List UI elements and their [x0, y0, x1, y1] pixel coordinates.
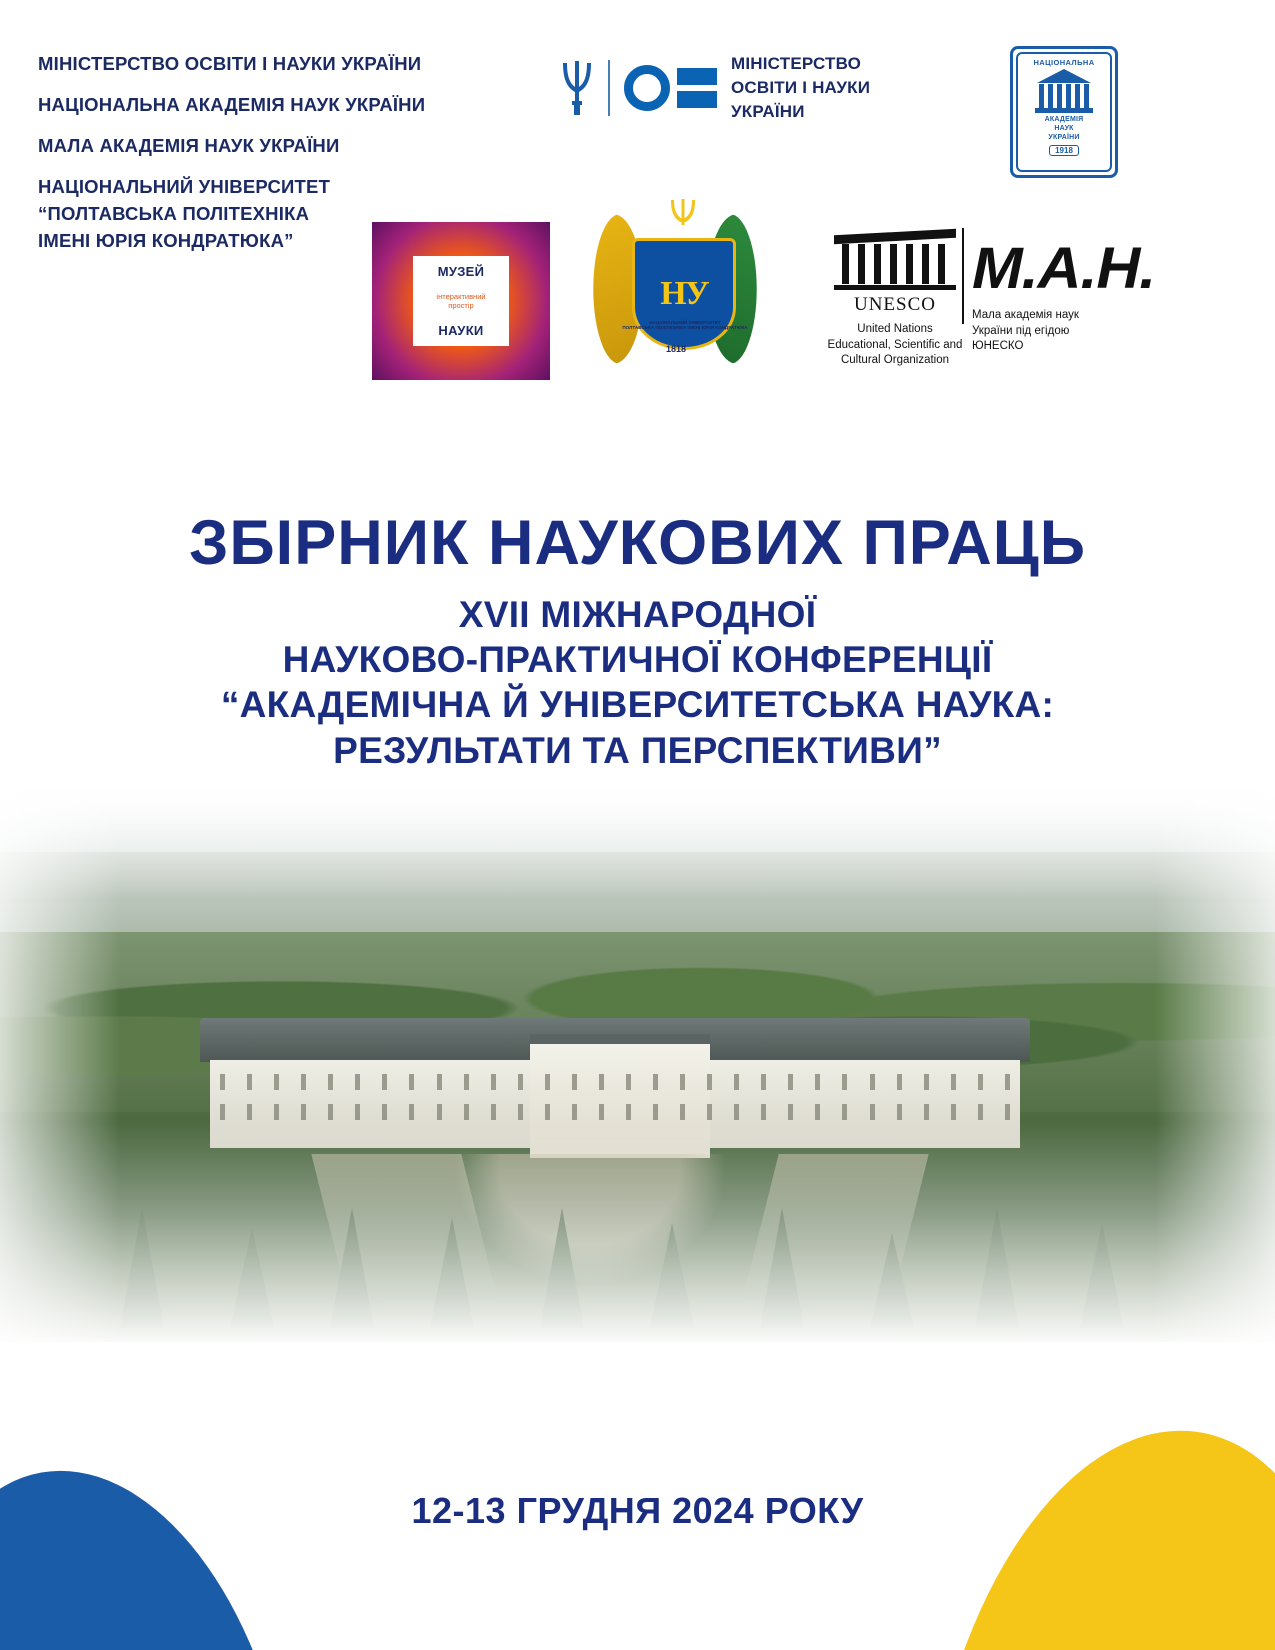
photo-fade-top [0, 782, 1275, 902]
museum-label-middle [436, 292, 485, 310]
title-block [0, 510, 1275, 773]
museum-middle-line-2: простір [448, 301, 474, 310]
museum-middle-line-1: інтерактивний [436, 292, 486, 301]
polytechnic-monogram: НУ [660, 275, 708, 312]
subtitle-line-1: XVII МІЖНАРОДНОЇ [458, 594, 817, 636]
page-subtitle [0, 592, 1275, 773]
mon-text-line-1: МІНІСТЕРСТВО [731, 54, 862, 73]
bars-icon [677, 68, 717, 108]
trident-icon [560, 59, 594, 117]
logo-divider [608, 60, 610, 116]
unesco-sub-line-3: Cultural Organization [840, 354, 950, 367]
man-sub-line-3: ЮНЕСКО [972, 340, 1024, 353]
university-line-2: “ПОЛТАВСЬКА ПОЛІТЕХНІКА [38, 202, 310, 224]
unesco-wordmark: UNESCO [853, 294, 936, 315]
seal-word-2: НАУК [1054, 124, 1074, 132]
university-line-3: ІМЕНІ ЮРІЯ КОНДРАТЮКА” [38, 229, 294, 251]
unesco-sub-line-1: United Nations [857, 323, 933, 335]
polytechnic-ribbon-line-2: ПОЛТАВСЬКА ПОЛІТЕХНІКА ІМЕНІ ЮРІЯ КОНДРАТЮКА [622, 325, 748, 331]
unesco-sub-line-2: Educational, Scientific and [827, 338, 963, 351]
polytechnic-shield [632, 238, 736, 350]
trident-small-icon [668, 198, 698, 234]
organisation-line-3: МАЛА АКАДЕМІЯ НАУК УКРАЇНИ [38, 134, 340, 156]
mon-logo-text [731, 52, 870, 124]
unesco-subtitle [820, 322, 970, 369]
mon-text-line-2: ОСВІТИ І НАУКИ [731, 78, 871, 98]
mon-emblem [624, 65, 717, 111]
man-subtitle [972, 308, 1202, 355]
unesco-temple-icon [834, 232, 956, 290]
national-academy-seal [1010, 46, 1118, 178]
museum-logo-inner [413, 256, 509, 346]
man-wordmark: М.А.Н. [972, 236, 1156, 301]
subtitle-line-2: НАУКОВО-ПРАКТИЧНОЇ КОНФЕРЕНЦІЇ [282, 639, 993, 681]
polytechnic-ribbon-line-1: НАЦІОНАЛЬНИЙ УНІВЕРСИТЕТ [649, 320, 721, 325]
poltava-polytechnic-emblem [580, 196, 790, 388]
seal-words [1045, 116, 1084, 142]
organisation-line-1: МІНІСТЕРСТВО ОСВІТИ І НАУКИ УКРАЇНИ [38, 53, 422, 74]
organisation-line-2: НАЦІОНАЛЬНА АКАДЕМІЯ НАУК УКРАЇНИ [38, 93, 426, 115]
seal-word-1: АКАДЕМІЯ [1044, 116, 1084, 123]
man-sub-line-1: Мала академія наук [972, 309, 1079, 321]
polytechnic-ribbon-text [610, 320, 760, 331]
man-sub-line-2: України під егідою [972, 324, 1070, 337]
academy-building-icon [1033, 69, 1095, 113]
museum-label-bottom: НАУКИ [438, 323, 484, 338]
circle-icon [624, 65, 670, 111]
university-line-1: НАЦІОНАЛЬНИЙ УНІВЕРСИТЕТ [38, 175, 331, 197]
museum-label-top: МУЗЕЙ [437, 264, 485, 279]
museum-of-science-logo [372, 222, 550, 380]
man-divider [962, 228, 964, 324]
page-title: ЗБІРНИК НАУКОВИХ ПРАЦЬ [188, 508, 1087, 578]
seal-top-text: НАЦІОНАЛЬНА [1033, 58, 1095, 67]
ministry-education-logo [560, 52, 870, 124]
subtitle-line-3: “АКАДЕМІЧНА Й УНІВЕРСИТЕТСЬКА НАУКА: [220, 684, 1055, 726]
decorative-corner-blue [0, 1440, 286, 1650]
unesco-logo [820, 232, 970, 369]
mon-text-line-3: УКРАЇНИ [731, 102, 805, 122]
conference-date: 12-13 ГРУДНЯ 2024 РОКУ [411, 1490, 864, 1531]
subtitle-line-4: РЕЗУЛЬТАТИ ТА ПЕРСПЕКТИВИ” [333, 729, 942, 771]
seal-inner [1016, 52, 1112, 172]
photo-fade-bottom [0, 1122, 1275, 1342]
seal-word-3: УКРАЇНИ [1048, 133, 1080, 141]
seal-year: 1918 [1049, 145, 1079, 156]
polytechnic-year: 1818 [666, 344, 687, 354]
man-logo [972, 236, 1202, 355]
campus-aerial-photo [0, 782, 1275, 1342]
